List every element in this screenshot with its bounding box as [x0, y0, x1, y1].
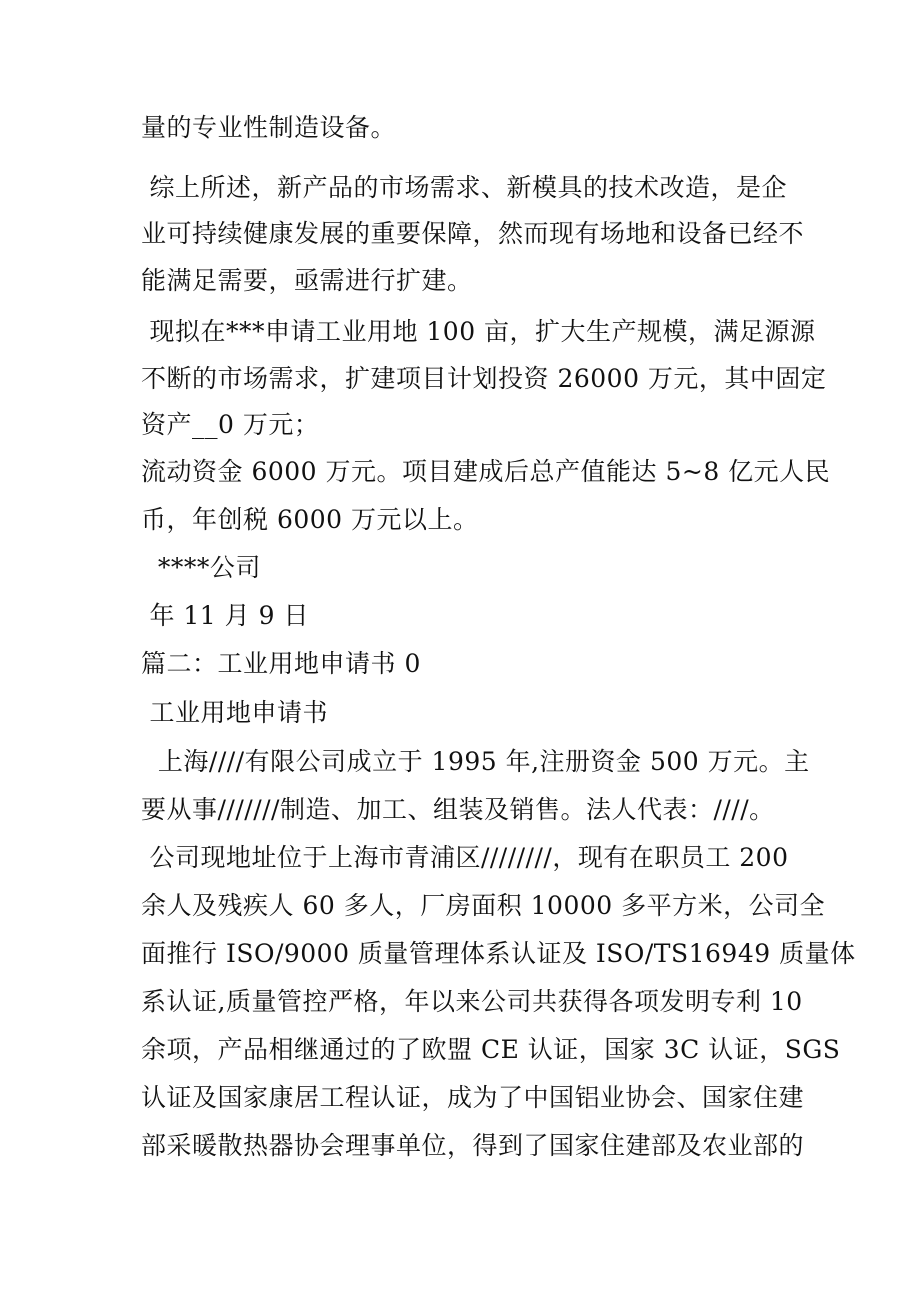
document-title: 工业用地申请书 — [141, 698, 328, 727]
text-line: 公司现地址位于上海市青浦区////////，现有在职员工 200 — [141, 843, 789, 872]
signature-date: 年 11 月 9 日 — [141, 601, 309, 630]
text-line: 综上所述，新产品的市场需求、新模具的技术改造，是企 — [141, 173, 787, 202]
text-line: 认证及国家康居工程认证，成为了中国铝业协会、国家住建 — [141, 1083, 805, 1112]
section-heading: 篇二：工业用地申请书 0 — [141, 649, 421, 678]
text-line: 余人及残疾人 60 多人，厂房面积 10000 多平方米，公司全 — [141, 891, 826, 920]
text-line: 现拟在***申请工业用地 100 亩，扩大生产规模，满足源源 — [141, 317, 816, 346]
text-line: 余项，产品相继通过的了欧盟 CE 认证，国家 3C 认证，SGS — [141, 1035, 841, 1064]
text-line: 量的专业性制造设备。 — [141, 113, 397, 142]
text-line: 要从事///////制造、加工、组装及销售。法人代表：////。 — [141, 795, 775, 824]
text-line: 能满足需要，亟需进行扩建。 — [141, 266, 473, 295]
company-signature: ****公司 — [141, 553, 261, 582]
text-line: 资产__0 万元； — [141, 410, 320, 439]
text-line: 业可持续健康发展的重要保障，然而现有场地和设备已经不 — [141, 219, 805, 248]
text-line: 币，年创税 6000 万元以上。 — [141, 505, 479, 534]
text-line: 流动资金 6000 万元。项目建成后总产值能达 5~8 亿元人民 — [141, 457, 831, 486]
text-line: 不断的市场需求，扩建项目计划投资 26000 万元，其中固定 — [141, 364, 827, 393]
text-line: 系认证,质量管控严格，年以来公司共获得各项发明专利 10 — [141, 987, 803, 1016]
text-line: 面推行 ISO/9000 质量管理体系认证及 ISO/TS16949 质量体 — [141, 939, 856, 968]
text-line: 上海////有限公司成立于 1995 年,注册资金 500 万元。主 — [141, 747, 810, 776]
text-line: 部采暖散热器协会理事单位，得到了国家住建部及农业部的 — [141, 1131, 805, 1160]
